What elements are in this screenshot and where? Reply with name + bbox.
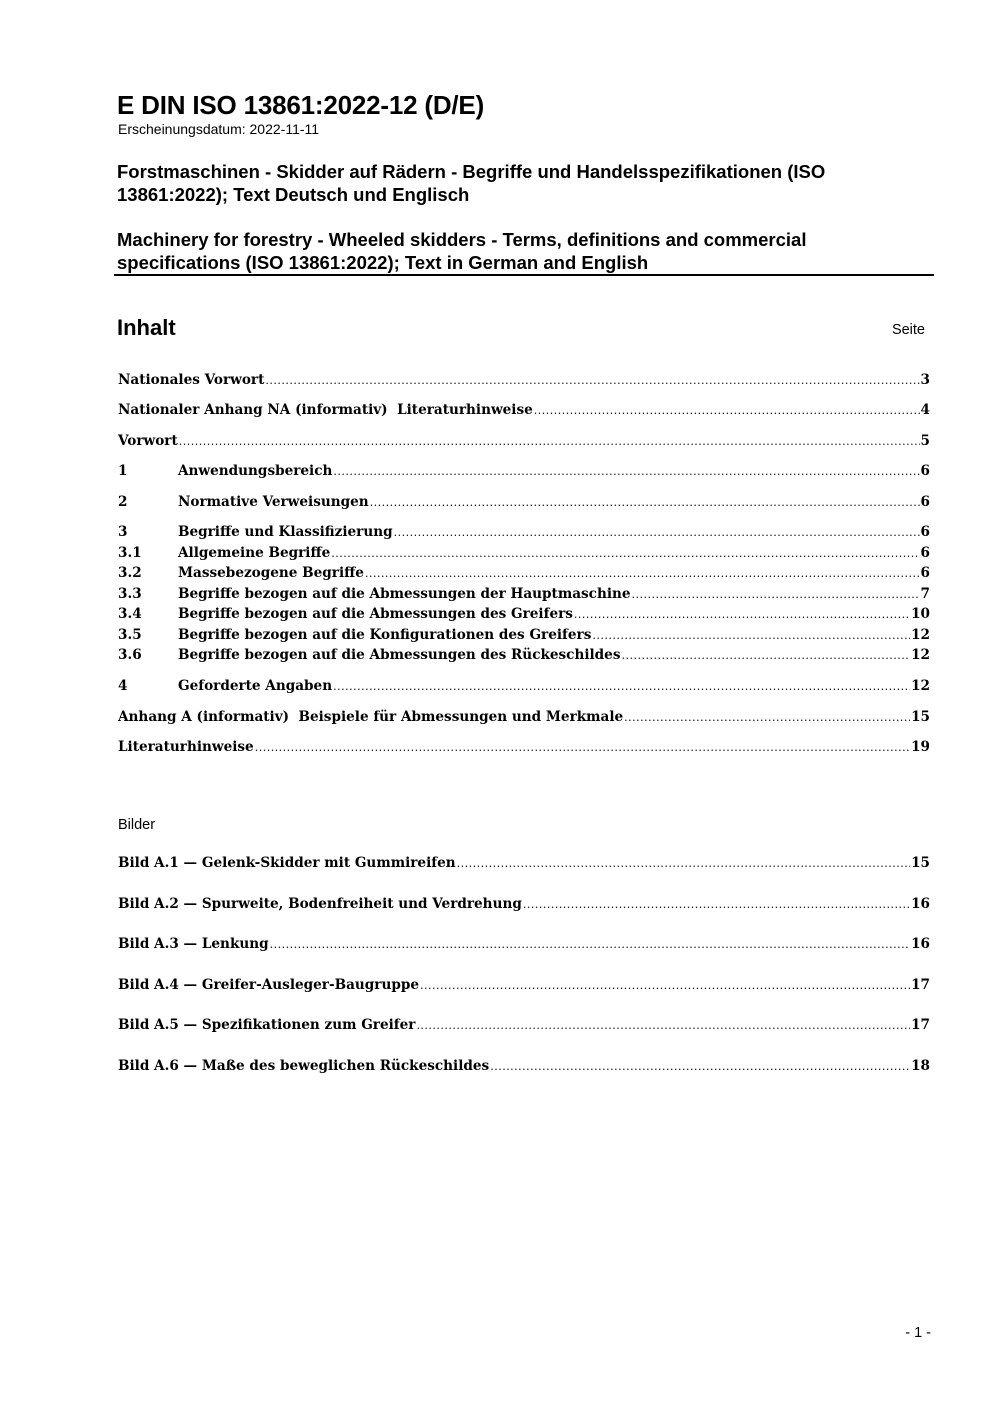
leader-dots [621, 649, 910, 662]
figure-entry-a5[interactable] [118, 1017, 930, 1036]
leader-dots [624, 711, 910, 724]
toc-entry-3-3[interactable] [118, 586, 930, 605]
toc-entry-number: 3.3 [118, 586, 142, 602]
leader-dots [534, 404, 920, 417]
toc-entry-text: Anhang A (informativ) Beispiele für Abmessungen und Merkmale [118, 709, 624, 725]
page-number: - 1 - [905, 1325, 931, 1341]
leader-dots [333, 680, 910, 693]
toc-entry-page: 4 [920, 402, 930, 418]
toc-entry-page: 3 [920, 372, 930, 388]
toc-entry-3-2[interactable] [118, 565, 930, 584]
leader-dots [255, 741, 910, 754]
toc-entry-4[interactable] [118, 678, 930, 697]
toc-entry-text: Geforderte Angaben [178, 678, 333, 694]
figure-entry-page: 16 [911, 936, 930, 952]
leader-dots [394, 526, 920, 539]
leader-dots [632, 588, 920, 601]
leader-dots [416, 1019, 910, 1032]
leader-dots [179, 435, 920, 448]
toc-entry-text: Begriffe bezogen auf die Abmessungen der Hauptmaschine [178, 586, 631, 602]
toc-entry-number: 3.6 [118, 647, 142, 663]
publication-date: Erscheinungsdatum: 2022-11-11 [118, 121, 320, 137]
toc-entry-page: 6 [920, 545, 930, 561]
toc-entry-text: Normative Verweisungen [178, 494, 369, 510]
subtitle-english [117, 228, 917, 274]
toc-entry-nationaler-anhang[interactable] [118, 402, 930, 421]
toc-entry-text: Begriffe bezogen auf die Konfigurationen des Greifers [178, 627, 592, 643]
toc-entry-2[interactable] [118, 494, 930, 513]
subtitle-english-line-1: Machinery for forestry - Wheeled skidders - Terms, definitions and commercial [117, 229, 807, 250]
toc-entry-3-1[interactable] [118, 545, 930, 564]
toc-entry-vorwort[interactable] [118, 433, 930, 452]
toc-entry-number: 3 [118, 524, 128, 540]
toc-entry-number: 2 [118, 494, 128, 510]
figure-entry-text: Bild A.5 — Spezifikationen zum Greifer [118, 1017, 416, 1033]
toc-entry-page: 6 [920, 565, 930, 581]
document-title: E DIN ISO 13861:2022-12 (D/E) [117, 90, 485, 120]
figure-entry-text: Bild A.6 — Maße des beweglichen Rückeschildes [118, 1058, 490, 1074]
leader-dots [331, 547, 919, 560]
toc-entry-3-4[interactable] [118, 606, 930, 625]
toc-entry-3-6[interactable] [118, 647, 930, 666]
leader-dots [490, 1060, 910, 1073]
figure-entry-text: Bild A.4 — Greifer-Ausleger-Baugruppe [118, 977, 419, 993]
leader-dots [457, 857, 910, 870]
figure-entry-a3[interactable] [118, 936, 930, 955]
subtitle-german [117, 160, 917, 206]
figure-entry-page: 16 [911, 896, 930, 912]
toc-entry-number: 3.5 [118, 627, 142, 643]
toc-entry-page: 7 [920, 586, 930, 602]
figure-entry-text: Bild A.1 — Gelenk-Skidder mit Gummireifen [118, 855, 456, 871]
figure-entry-page: 18 [911, 1058, 930, 1074]
toc-entry-number: 3.1 [118, 545, 142, 561]
subtitle-german-line-1: Forstmaschinen - Skidder auf Rädern - Begriffe und Handelsspezifikationen (ISO [117, 161, 826, 182]
leader-dots [370, 496, 920, 509]
leader-dots [420, 979, 910, 992]
leader-dots [265, 374, 919, 387]
toc-entry-3-5[interactable] [118, 627, 930, 646]
leader-dots [270, 938, 910, 951]
toc-entry-text: Massebezogene Begriffe [178, 565, 364, 581]
figure-entry-a1[interactable] [118, 855, 930, 874]
header-divider [114, 274, 934, 276]
toc-entry-page: 15 [911, 709, 930, 725]
leader-dots [574, 608, 910, 621]
leader-dots [333, 465, 919, 478]
figure-entry-a4[interactable] [118, 977, 930, 996]
toc-page-column-label: Seite [891, 322, 925, 338]
toc-entry-page: 6 [920, 494, 930, 510]
leader-dots [365, 567, 920, 580]
toc-entry-text: Begriffe bezogen auf die Abmessungen des Rückeschildes [178, 647, 621, 663]
toc-entry-text: Nationales Vorwort [118, 372, 265, 388]
toc-entry-page: 5 [920, 433, 930, 449]
toc-entry-page: 12 [911, 678, 930, 694]
figure-entry-a2[interactable] [118, 896, 930, 915]
toc-entry-page: 19 [911, 739, 930, 755]
subtitle-english-line-2: specifications (ISO 13861:2022); Text in German and English [117, 252, 649, 273]
toc-entry-page: 6 [920, 524, 930, 540]
toc-entry-text: Begriffe und Klassifizierung [178, 524, 393, 540]
figure-entry-text: Bild A.3 — Lenkung [118, 936, 269, 952]
figure-entry-page: 17 [911, 1017, 930, 1033]
leader-dots [592, 629, 910, 642]
toc-entry-literaturhinweise[interactable] [118, 739, 930, 758]
toc-entry-page: 6 [920, 463, 930, 479]
figure-entry-page: 15 [911, 855, 930, 871]
toc-entry-1[interactable] [118, 463, 930, 482]
toc-entry-text: Literaturhinweise [118, 739, 254, 755]
toc-entry-text: Anwendungsbereich [178, 463, 333, 479]
toc-entry-page: 12 [911, 627, 930, 643]
toc-entry-number: 1 [118, 463, 128, 479]
toc-entry-text: Begriffe bezogen auf die Abmessungen des Greifers [178, 606, 573, 622]
figure-entry-a6[interactable] [118, 1058, 930, 1077]
toc-entry-text: Nationaler Anhang NA (informativ) Literaturhinweise [118, 402, 533, 418]
toc-entry-anhang-a[interactable] [118, 709, 930, 728]
toc-entry-number: 3.2 [118, 565, 142, 581]
toc-entry-page: 10 [911, 606, 930, 622]
toc-entry-page: 12 [911, 647, 930, 663]
subtitle-german-line-2: 13861:2022); Text Deutsch und Englisch [117, 184, 470, 205]
toc-entry-number: 4 [118, 678, 128, 694]
toc-heading: Inhalt [117, 315, 176, 340]
figures-heading: Bilder [118, 817, 156, 833]
toc-entry-nationales-vorwort[interactable] [118, 372, 930, 391]
toc-entry-text: Allgemeine Begriffe [178, 545, 331, 561]
leader-dots [523, 898, 910, 911]
figure-entry-page: 17 [911, 977, 930, 993]
figure-entry-text: Bild A.2 — Spurweite, Bodenfreiheit und Verdrehung [118, 896, 522, 912]
toc-entry-3[interactable] [118, 524, 930, 543]
toc-entry-number: 3.4 [118, 606, 142, 622]
toc-entry-text: Vorwort [118, 433, 178, 449]
